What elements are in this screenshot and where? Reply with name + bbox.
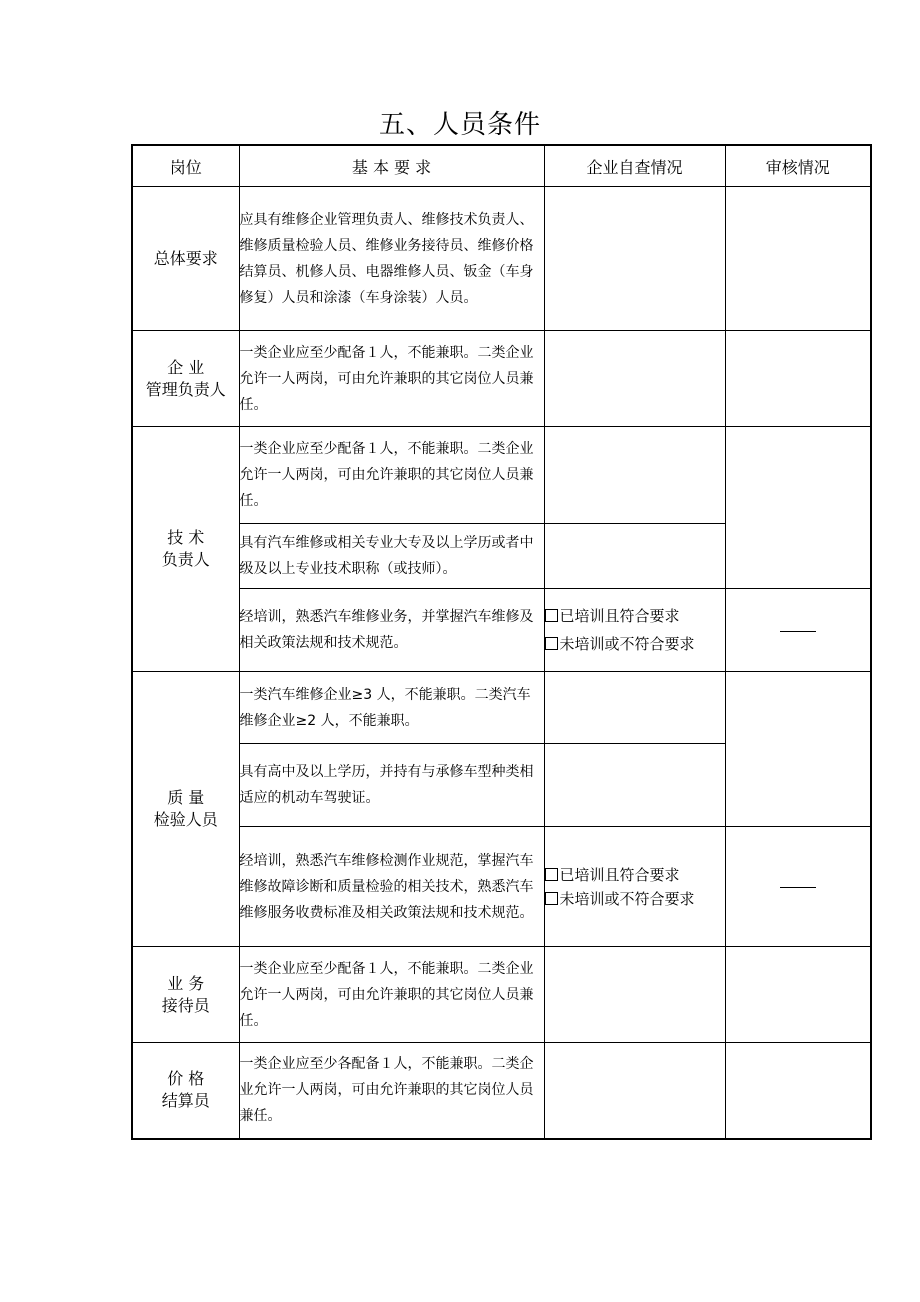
position-label-line: 接待员	[161, 995, 210, 1015]
checkbox-icon[interactable]	[545, 892, 558, 905]
header-self-check: 企业自查情况	[544, 145, 725, 187]
position-label-line: 管理负责人	[145, 379, 226, 399]
header-audit: 审核情况	[725, 145, 871, 187]
row-manager	[132, 331, 871, 427]
checkbox-icon[interactable]	[545, 868, 558, 881]
option-untrained-label: 未培训或不符合要求	[559, 889, 695, 908]
header-row	[132, 145, 871, 187]
option-trained[interactable]	[545, 863, 725, 887]
audit-cell-reception[interactable]	[725, 947, 871, 1043]
audit-cell-manager[interactable]	[725, 331, 871, 427]
checkbox-icon[interactable]	[545, 609, 558, 622]
option-trained[interactable]	[545, 604, 725, 628]
self-check-cell-inspector-staffing[interactable]	[544, 672, 725, 744]
self-check-cell-manager[interactable]	[544, 331, 725, 427]
requirement-reception: 一类企业应至少配备１人，不能兼职。二类企业允许一人两岗，可由允许兼职的其它岗位人员兼任。	[239, 947, 544, 1043]
self-check-cell-tech-lead-staffing[interactable]	[544, 427, 725, 524]
self-check-cell-reception[interactable]	[544, 947, 725, 1043]
personnel-conditions-table	[131, 144, 872, 1140]
position-label-line: 技 术	[167, 528, 205, 547]
requirement-inspector-staffing: 一类汽车维修企业≥3 人，不能兼职。二类汽车维修企业≥2 人，不能兼职。	[239, 672, 544, 744]
training-options-tech-lead	[544, 589, 725, 672]
position-label-line: 质 量	[167, 788, 205, 807]
option-untrained-label: 未培训或不符合要求	[559, 635, 695, 653]
audit-cell-settlement[interactable]	[725, 1043, 871, 1139]
page-title: 五、人员条件	[378, 110, 541, 140]
audit-cell-overall[interactable]	[725, 187, 871, 331]
requirement-tech-lead-training: 经培训，熟悉汽车维修业务，并掌握汽车维修及相关政策法规和技术规范。	[239, 589, 544, 672]
position-manager	[132, 331, 239, 427]
row-tech-lead-1	[132, 427, 871, 524]
requirement-tech-lead-education: 具有汽车维修或相关专业大专及以上学历或者中级及以上专业技术职称（或技师）。	[239, 524, 544, 589]
option-untrained[interactable]	[545, 887, 725, 911]
row-inspector-3	[132, 827, 871, 947]
audit-cell-inspector-training	[725, 827, 871, 947]
position-tech-lead	[132, 427, 239, 672]
position-label-line: 业 务	[167, 973, 205, 993]
row-inspector-1	[132, 672, 871, 744]
requirement-overall: 应具有维修企业管理负责人、维修技术负责人、维修质量检验人员、维修业务接待员、维修价格结算员、机修人员、电器维修人员、钣金（车身修复）人员和涂漆（车身涂装）人员。	[239, 187, 544, 331]
position-inspector	[132, 672, 239, 947]
self-check-cell-overall[interactable]	[544, 187, 725, 331]
requirement-settlement: 一类企业应至少各配备１人，不能兼职。二类企业允许一人两岗，可由允许兼职的其它岗位人员兼任。	[239, 1043, 544, 1139]
audit-cell-tech-lead[interactable]	[725, 427, 871, 589]
row-settlement	[132, 1043, 871, 1139]
requirement-tech-lead-staffing: 一类企业应至少配备１人，不能兼职。二类企业允许一人两岗，可由允许兼职的其它岗位人员兼任。	[239, 427, 544, 524]
row-overall	[132, 187, 871, 331]
self-check-cell-inspector-education[interactable]	[544, 744, 725, 827]
requirement-manager: 一类企业应至少配备１人，不能兼职。二类企业允许一人两岗，可由允许兼职的其它岗位人员兼任。	[239, 331, 544, 427]
position-label-line: 价 格	[167, 1069, 205, 1089]
audit-cell-inspector[interactable]	[725, 672, 871, 827]
option-trained-label: 已培训且符合要求	[559, 865, 680, 884]
header-position: 岗位	[132, 145, 239, 187]
requirement-inspector-training: 经培训，熟悉汽车维修检测作业规范，掌握汽车维修故障诊断和质量检验的相关技术，熟悉汽车维修服务收费标准及相关政策法规和技术规范。	[239, 827, 544, 947]
position-reception	[132, 947, 239, 1043]
position-label-line: 检验人员	[153, 810, 218, 829]
option-untrained[interactable]	[545, 632, 725, 656]
row-tech-lead-3	[132, 589, 871, 672]
position-label-line: 结算员	[161, 1091, 210, 1111]
position-settlement	[132, 1043, 239, 1139]
training-options-inspector	[544, 827, 725, 947]
position-label-line: 企 业	[167, 357, 205, 377]
dash-mark	[780, 887, 816, 888]
option-trained-label: 已培训且符合要求	[559, 607, 680, 625]
header-requirement: 基 本 要 求	[239, 145, 544, 187]
dash-mark	[780, 631, 816, 632]
self-check-cell-tech-lead-education[interactable]	[544, 524, 725, 589]
self-check-cell-settlement[interactable]	[544, 1043, 725, 1139]
checkbox-icon[interactable]	[545, 637, 558, 650]
position-label-line: 负责人	[161, 550, 210, 569]
requirement-inspector-education: 具有高中及以上学历，并持有与承修车型种类相适应的机动车驾驶证。	[239, 744, 544, 827]
row-reception	[132, 947, 871, 1043]
audit-cell-tech-lead-training	[725, 589, 871, 672]
position-overall: 总体要求	[132, 187, 239, 331]
